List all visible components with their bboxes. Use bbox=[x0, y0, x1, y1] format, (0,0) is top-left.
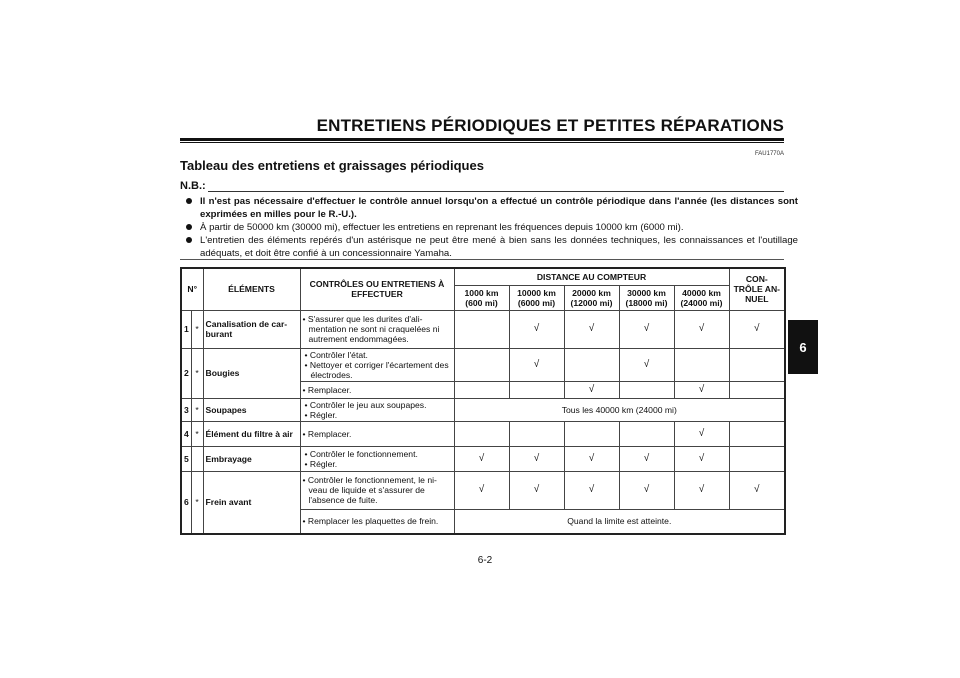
task bbox=[300, 446, 454, 471]
check-mark: √ bbox=[674, 446, 729, 471]
task-line: • Régler. bbox=[304, 409, 338, 420]
row-number: 3 bbox=[181, 398, 191, 421]
task: • Remplacer les plaquettes de frein. bbox=[300, 509, 454, 534]
check-cell bbox=[564, 348, 619, 381]
asterisk: * bbox=[191, 310, 203, 348]
check-cell bbox=[729, 348, 785, 381]
check-cell bbox=[454, 381, 509, 398]
page-number: 6-2 bbox=[477, 555, 493, 566]
check-mark: √ bbox=[509, 471, 564, 509]
check-cell bbox=[619, 421, 674, 446]
header-no: N° bbox=[181, 268, 203, 310]
check-mark: √ bbox=[619, 310, 674, 348]
element-name: Frein avant bbox=[203, 471, 300, 534]
chapter-title: ENTRETIENS PÉRIODIQUES ET PETITES RÉPARATIONS bbox=[316, 116, 784, 135]
asterisk: * bbox=[191, 398, 203, 421]
nb-end-rule bbox=[180, 259, 784, 260]
title-rule bbox=[180, 138, 784, 141]
task: • Remplacer. bbox=[300, 421, 454, 446]
check-cell bbox=[729, 421, 785, 446]
task-line: • Contrôler le fonctionnement. bbox=[304, 448, 418, 459]
element-name: Soupapes bbox=[203, 398, 300, 421]
header-km: 1000 km (600 mi) bbox=[454, 285, 509, 310]
check-mark: √ bbox=[564, 471, 619, 509]
check-mark: √ bbox=[729, 471, 785, 509]
row-number: 4 bbox=[181, 421, 191, 446]
nb-label: N.B.: bbox=[180, 180, 206, 192]
check-mark: √ bbox=[674, 310, 729, 348]
check-cell bbox=[454, 348, 509, 381]
check-mark: √ bbox=[509, 446, 564, 471]
task-line: • Régler. bbox=[304, 458, 338, 469]
reference-code: FAU1770A bbox=[754, 151, 784, 157]
check-mark: √ bbox=[619, 348, 674, 381]
asterisk: * bbox=[191, 421, 203, 446]
check-cell bbox=[454, 310, 509, 348]
header-distance: DISTANCE AU COMPTEUR bbox=[454, 268, 729, 285]
asterisk bbox=[191, 446, 203, 471]
element-name: Embrayage bbox=[203, 446, 300, 471]
header-annual: CON-TRÔLE AN-NUEL bbox=[729, 268, 785, 310]
header-km: 40000 km (24000 mi) bbox=[674, 285, 729, 310]
check-mark: √ bbox=[674, 421, 729, 446]
check-cell bbox=[509, 381, 564, 398]
nb-item: L'entretien des éléments repérés d'un astérisque ne peut être mené à bien sans les données techniques, les connaissances et l'outillage adéquats, et doit être confié à un concessionnaire Yamaha. bbox=[186, 234, 798, 260]
check-mark: √ bbox=[509, 348, 564, 381]
element-name: Bougies bbox=[203, 348, 300, 398]
asterisk: * bbox=[191, 348, 203, 398]
check-mark: √ bbox=[674, 471, 729, 509]
task: • Contrôler le fonctionnement, le ni-veau de liquide et s'assurer de l'absence de fuite. bbox=[300, 471, 454, 509]
check-mark: √ bbox=[509, 310, 564, 348]
nb-item: Il n'est pas nécessaire d'effectuer le contrôle annuel lorsqu'on a effectué un contrôle périodique dans l'année (les distances sont exprimées en milles pour le R.-U.). bbox=[186, 195, 798, 221]
task-line: • Contrôler le jeu aux soupapes. bbox=[304, 399, 427, 410]
table-row bbox=[181, 421, 785, 446]
task bbox=[300, 398, 454, 421]
table-row bbox=[181, 398, 785, 421]
check-cell bbox=[674, 348, 729, 381]
task-line: • Contrôler l'état. bbox=[304, 349, 368, 360]
header-controls: CONTRÔLES OU ENTRETIENS À EFFECTUER bbox=[300, 268, 454, 310]
interval-note: Tous les 40000 km (24000 mi) bbox=[454, 398, 785, 421]
table-row bbox=[181, 471, 785, 509]
header-km: 20000 km (12000 mi) bbox=[564, 285, 619, 310]
table-row bbox=[181, 310, 785, 348]
check-mark: √ bbox=[564, 310, 619, 348]
table-row bbox=[181, 446, 785, 471]
check-cell bbox=[729, 381, 785, 398]
check-mark: √ bbox=[619, 471, 674, 509]
nb-item: À partir de 50000 km (30000 mi), effectuer les entretiens en reprenant les fréquences depuis 10000 km (6000 mi). bbox=[186, 221, 798, 234]
check-mark: √ bbox=[674, 381, 729, 398]
check-cell bbox=[454, 421, 509, 446]
chapter-tab: 6 bbox=[788, 320, 818, 374]
task: • Remplacer. bbox=[300, 381, 454, 398]
interval-note: Quand la limite est atteinte. bbox=[454, 509, 785, 534]
nb-rule bbox=[208, 191, 784, 192]
header-km: 30000 km (18000 mi) bbox=[619, 285, 674, 310]
section-title: Tableau des entretiens et graissages périodiques bbox=[180, 158, 484, 173]
task: • S'assurer que les durites d'ali-mentation ne sont ni craquelées ni autrement endommagées. bbox=[300, 310, 454, 348]
asterisk: * bbox=[191, 471, 203, 534]
element-name: Élément du filtre à air bbox=[203, 421, 300, 446]
check-cell bbox=[729, 446, 785, 471]
table-row bbox=[181, 348, 785, 381]
check-mark: √ bbox=[564, 381, 619, 398]
check-cell bbox=[509, 421, 564, 446]
check-mark: √ bbox=[619, 446, 674, 471]
title-rule-thin bbox=[180, 142, 784, 143]
header-km: 10000 km (6000 mi) bbox=[509, 285, 564, 310]
check-mark: √ bbox=[454, 471, 509, 509]
check-mark: √ bbox=[729, 310, 785, 348]
check-mark: √ bbox=[454, 446, 509, 471]
row-number: 1 bbox=[181, 310, 191, 348]
task bbox=[300, 348, 454, 381]
row-number: 5 bbox=[181, 446, 191, 471]
check-cell bbox=[564, 421, 619, 446]
task-line: • Nettoyer et corriger l'écartement des électrodes. bbox=[304, 359, 449, 380]
header-elements: ÉLÉMENTS bbox=[203, 268, 300, 310]
element-name: Canalisation de car-burant bbox=[203, 310, 300, 348]
maintenance-table bbox=[180, 267, 786, 535]
row-number: 2 bbox=[181, 348, 191, 398]
check-mark: √ bbox=[564, 446, 619, 471]
check-cell bbox=[619, 381, 674, 398]
row-number: 6 bbox=[181, 471, 191, 534]
